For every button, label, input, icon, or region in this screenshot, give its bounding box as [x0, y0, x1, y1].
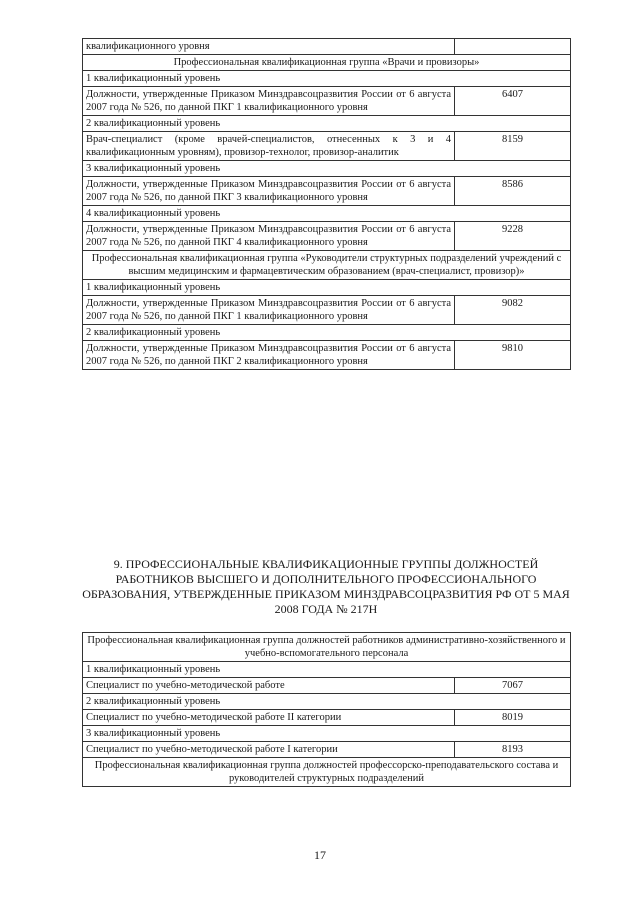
level-row	[83, 71, 571, 87]
level-row	[83, 280, 571, 296]
salary-value: 7067	[455, 678, 571, 694]
position-description: Должности, утвержденные Приказом Минздравсоцразвития России от 6 августа 2007 года № 526, по данной ПКГ 3 квалификационного уровня	[83, 177, 455, 206]
salary-value: 8019	[455, 710, 571, 726]
salary-table-higher-education	[82, 632, 571, 787]
position-description: Должности, утвержденные Приказом Минздравсоцразвития России от 6 августа 2007 года № 526, по данной ПКГ 1 квалификационного уровня	[83, 296, 455, 325]
position-row	[83, 341, 571, 370]
level-row	[83, 325, 571, 341]
level-row	[83, 726, 571, 742]
position-row	[83, 710, 571, 726]
level-row	[83, 206, 571, 222]
group-title: Профессиональная квалификационная группа должностей профессорско-преподавательского состава и руководителей структурных подразделений	[83, 758, 571, 787]
position-description: Врач-специалист (кроме врачей-специалистов, отнесенных к 3 и 4 квалификационным уровням), провизор-технолог, провизор-аналитик	[83, 132, 455, 161]
level-row	[83, 161, 571, 177]
position-description: Специалист по учебно-методической работе	[83, 678, 455, 694]
position-description: Должности, утвержденные Приказом Минздравсоцразвития России от 6 августа 2007 года № 526, по данной ПКГ 1 квалификационного уровня	[83, 87, 455, 116]
level-label: 1 квалификационный уровень	[83, 280, 571, 296]
salary-table-medical	[82, 38, 571, 370]
page-number: 17	[314, 848, 326, 862]
position-row	[83, 296, 571, 325]
position-description: квалификационного уровня	[83, 39, 455, 55]
salary-value: 8586	[455, 177, 571, 206]
salary-value: 6407	[455, 87, 571, 116]
level-label: 2 квалификационный уровень	[83, 325, 571, 341]
group-title: Профессиональная квалификационная группа должностей работников административно-хозяйственного и учебно-вспомогательного персонала	[83, 633, 571, 662]
level-row	[83, 694, 571, 710]
salary-value	[455, 39, 571, 55]
salary-value: 8193	[455, 742, 571, 758]
group-title: Профессиональная квалификационная группа «Врачи и провизоры»	[83, 55, 571, 71]
position-row	[83, 222, 571, 251]
group-header-row	[83, 251, 571, 280]
group-title: Профессиональная квалификационная группа «Руководители структурных подразделений учреждений с высшим медицинским и фармацевтическим образованием (врач-специалист, провизор)»	[83, 251, 571, 280]
continued-row	[83, 39, 571, 55]
salary-value: 8159	[455, 132, 571, 161]
group-header-row	[83, 55, 571, 71]
level-row	[83, 116, 571, 132]
level-label: 4 квалификационный уровень	[83, 206, 571, 222]
position-row	[83, 742, 571, 758]
level-label: 2 квалификационный уровень	[83, 116, 571, 132]
level-label: 3 квалификационный уровень	[83, 161, 571, 177]
level-label: 1 квалификационный уровень	[83, 71, 571, 87]
level-row	[83, 662, 571, 678]
section-9-heading: 9. ПРОФЕССИОНАЛЬНЫЕ КВАЛИФИКАЦИОННЫЕ ГРУППЫ ДОЛЖНОСТЕЙ РАБОТНИКОВ ВЫСШЕГО И ДОПОЛНИТЕЛЬНОГО ПРОФЕССИОНАЛЬНОГО ОБРАЗОВАНИЯ, УТВЕРЖДЕННЫЕ ПРИКАЗОМ МИНЗДРАВСОЦРАЗВИТИЯ РФ ОТ 5 МАЯ 2008 ГОДА № 217Н	[82, 557, 570, 616]
position-row	[83, 177, 571, 206]
salary-value: 9228	[455, 222, 571, 251]
group-header-row	[83, 633, 571, 662]
level-label: 2 квалификационный уровень	[83, 694, 571, 710]
group-header-row	[83, 758, 571, 787]
position-row	[83, 678, 571, 694]
position-row	[83, 132, 571, 161]
salary-value: 9810	[455, 341, 571, 370]
position-row	[83, 87, 571, 116]
salary-value: 9082	[455, 296, 571, 325]
level-label: 1 квалификационный уровень	[83, 662, 571, 678]
position-description: Специалист по учебно-методической работе II категории	[83, 710, 455, 726]
position-description: Должности, утвержденные Приказом Минздравсоцразвития России от 6 августа 2007 года № 526, по данной ПКГ 2 квалификационного уровня	[83, 341, 455, 370]
position-description: Специалист по учебно-методической работе I категории	[83, 742, 455, 758]
position-description: Должности, утвержденные Приказом Минздравсоцразвития России от 6 августа 2007 года № 526, по данной ПКГ 4 квалификационного уровня	[83, 222, 455, 251]
level-label: 3 квалификационный уровень	[83, 726, 571, 742]
